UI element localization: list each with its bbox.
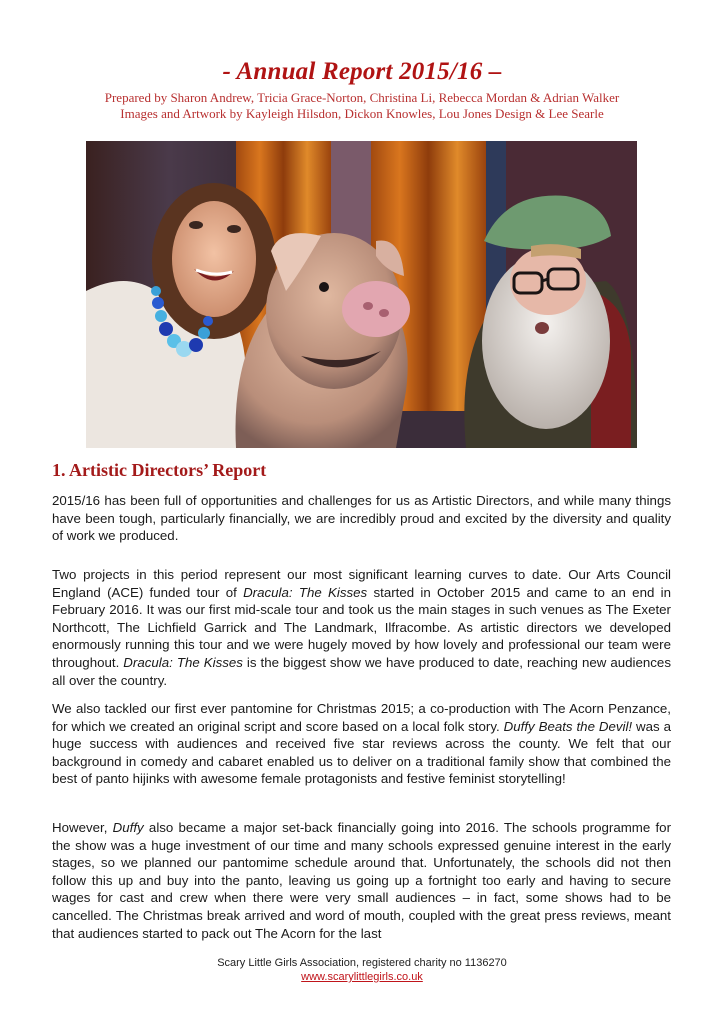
paragraph-text: 2015/16 has been full of opportunities and challenges for us as Artistic Directors, and while many things have been tough, particularly financially, we are incredibly proud and excited by the diversity and quality of work we produced. [52, 493, 671, 544]
italic-title-text: Duffy [112, 820, 144, 835]
paragraph-text: also became a major set-back financially going into 2016. The schools programme for the show was a huge investment of our time and many schools expressed genuine interest in the early stages, so we planned our pantomime schedule around that. Unfortunately, the schools did not then follow this up and buy into the panto, leaving us going up a fortnight too early and having to secure wages for cast and crew when there were very small audiences – in fact, some shows had to be cancelled. The Christmas break arrived and word of mouth, coupled with the great press reviews, meant that audiences started to pack out The Acorn for the last [52, 820, 672, 941]
report-title: - Annual Report 2015/16 – [222, 58, 502, 85]
page-footer [0, 956, 724, 984]
paragraph-4 [52, 819, 671, 942]
production-photo [86, 141, 637, 448]
paragraph-text: Two projects in this period represent our most significant learning curves to date. Our Arts Council England (ACE) funded tour of [52, 567, 671, 600]
paragraph-text: However, [52, 820, 113, 835]
paragraph-text: We also tackled our first ever pantomine for Christmas 2015; a co-production with The Acorn Penzance, for which we created an original script and score based on a local folk story. [52, 701, 671, 734]
credits-block [0, 90, 724, 122]
charity-registration-line: Scary Little Girls Association, registered charity no 1136270 [217, 957, 507, 969]
paragraph-2 [52, 566, 671, 689]
website-link[interactable]: www.scarylittlegirls.co.uk [301, 971, 423, 983]
images-by-line: Images and Artwork by Kayleigh Hilsdon, Dickon Knowles, Lou Jones Design & Lee Searle [120, 106, 604, 121]
paragraph-text: was a huge success with audiences and received five star reviews across the county. We felt that our background in comedy and cabaret enabled us to deliver on a traditional family show that combined the best of panto hijinks with awesome female protagonists and festive feminist storytelling! [52, 718, 671, 787]
paragraph-text: is the biggest show we have produced to date, reaching new audiences all over the country. [52, 654, 671, 688]
italic-title-text: Duffy Beats the Devil! [503, 718, 633, 734]
section-heading-artistic-directors-report: 1. Artistic Directors’ Report [52, 460, 267, 480]
italic-title-text: Dracula: The Kisses [123, 654, 243, 670]
italic-title-text: Dracula: The Kisses [243, 584, 368, 600]
paragraph-1 [52, 492, 671, 545]
paragraph-text: started in October 2015 and came to an end in February 2016. It was our first mid-scale tour and took us the main stages in such venues as The Exeter Northcott, The Lichfield Garrick and The Landmark, Ilfracombe. As artistic directors we developed enormously running this tour and we were hugely moved by how lovely and professional our team were throughout. [52, 584, 672, 670]
prepared-by-line: Prepared by Sharon Andrew, Tricia Grace-Norton, Christina Li, Rebecca Mordan & Adrian Walker [104, 90, 620, 105]
paragraph-3 [52, 700, 671, 788]
